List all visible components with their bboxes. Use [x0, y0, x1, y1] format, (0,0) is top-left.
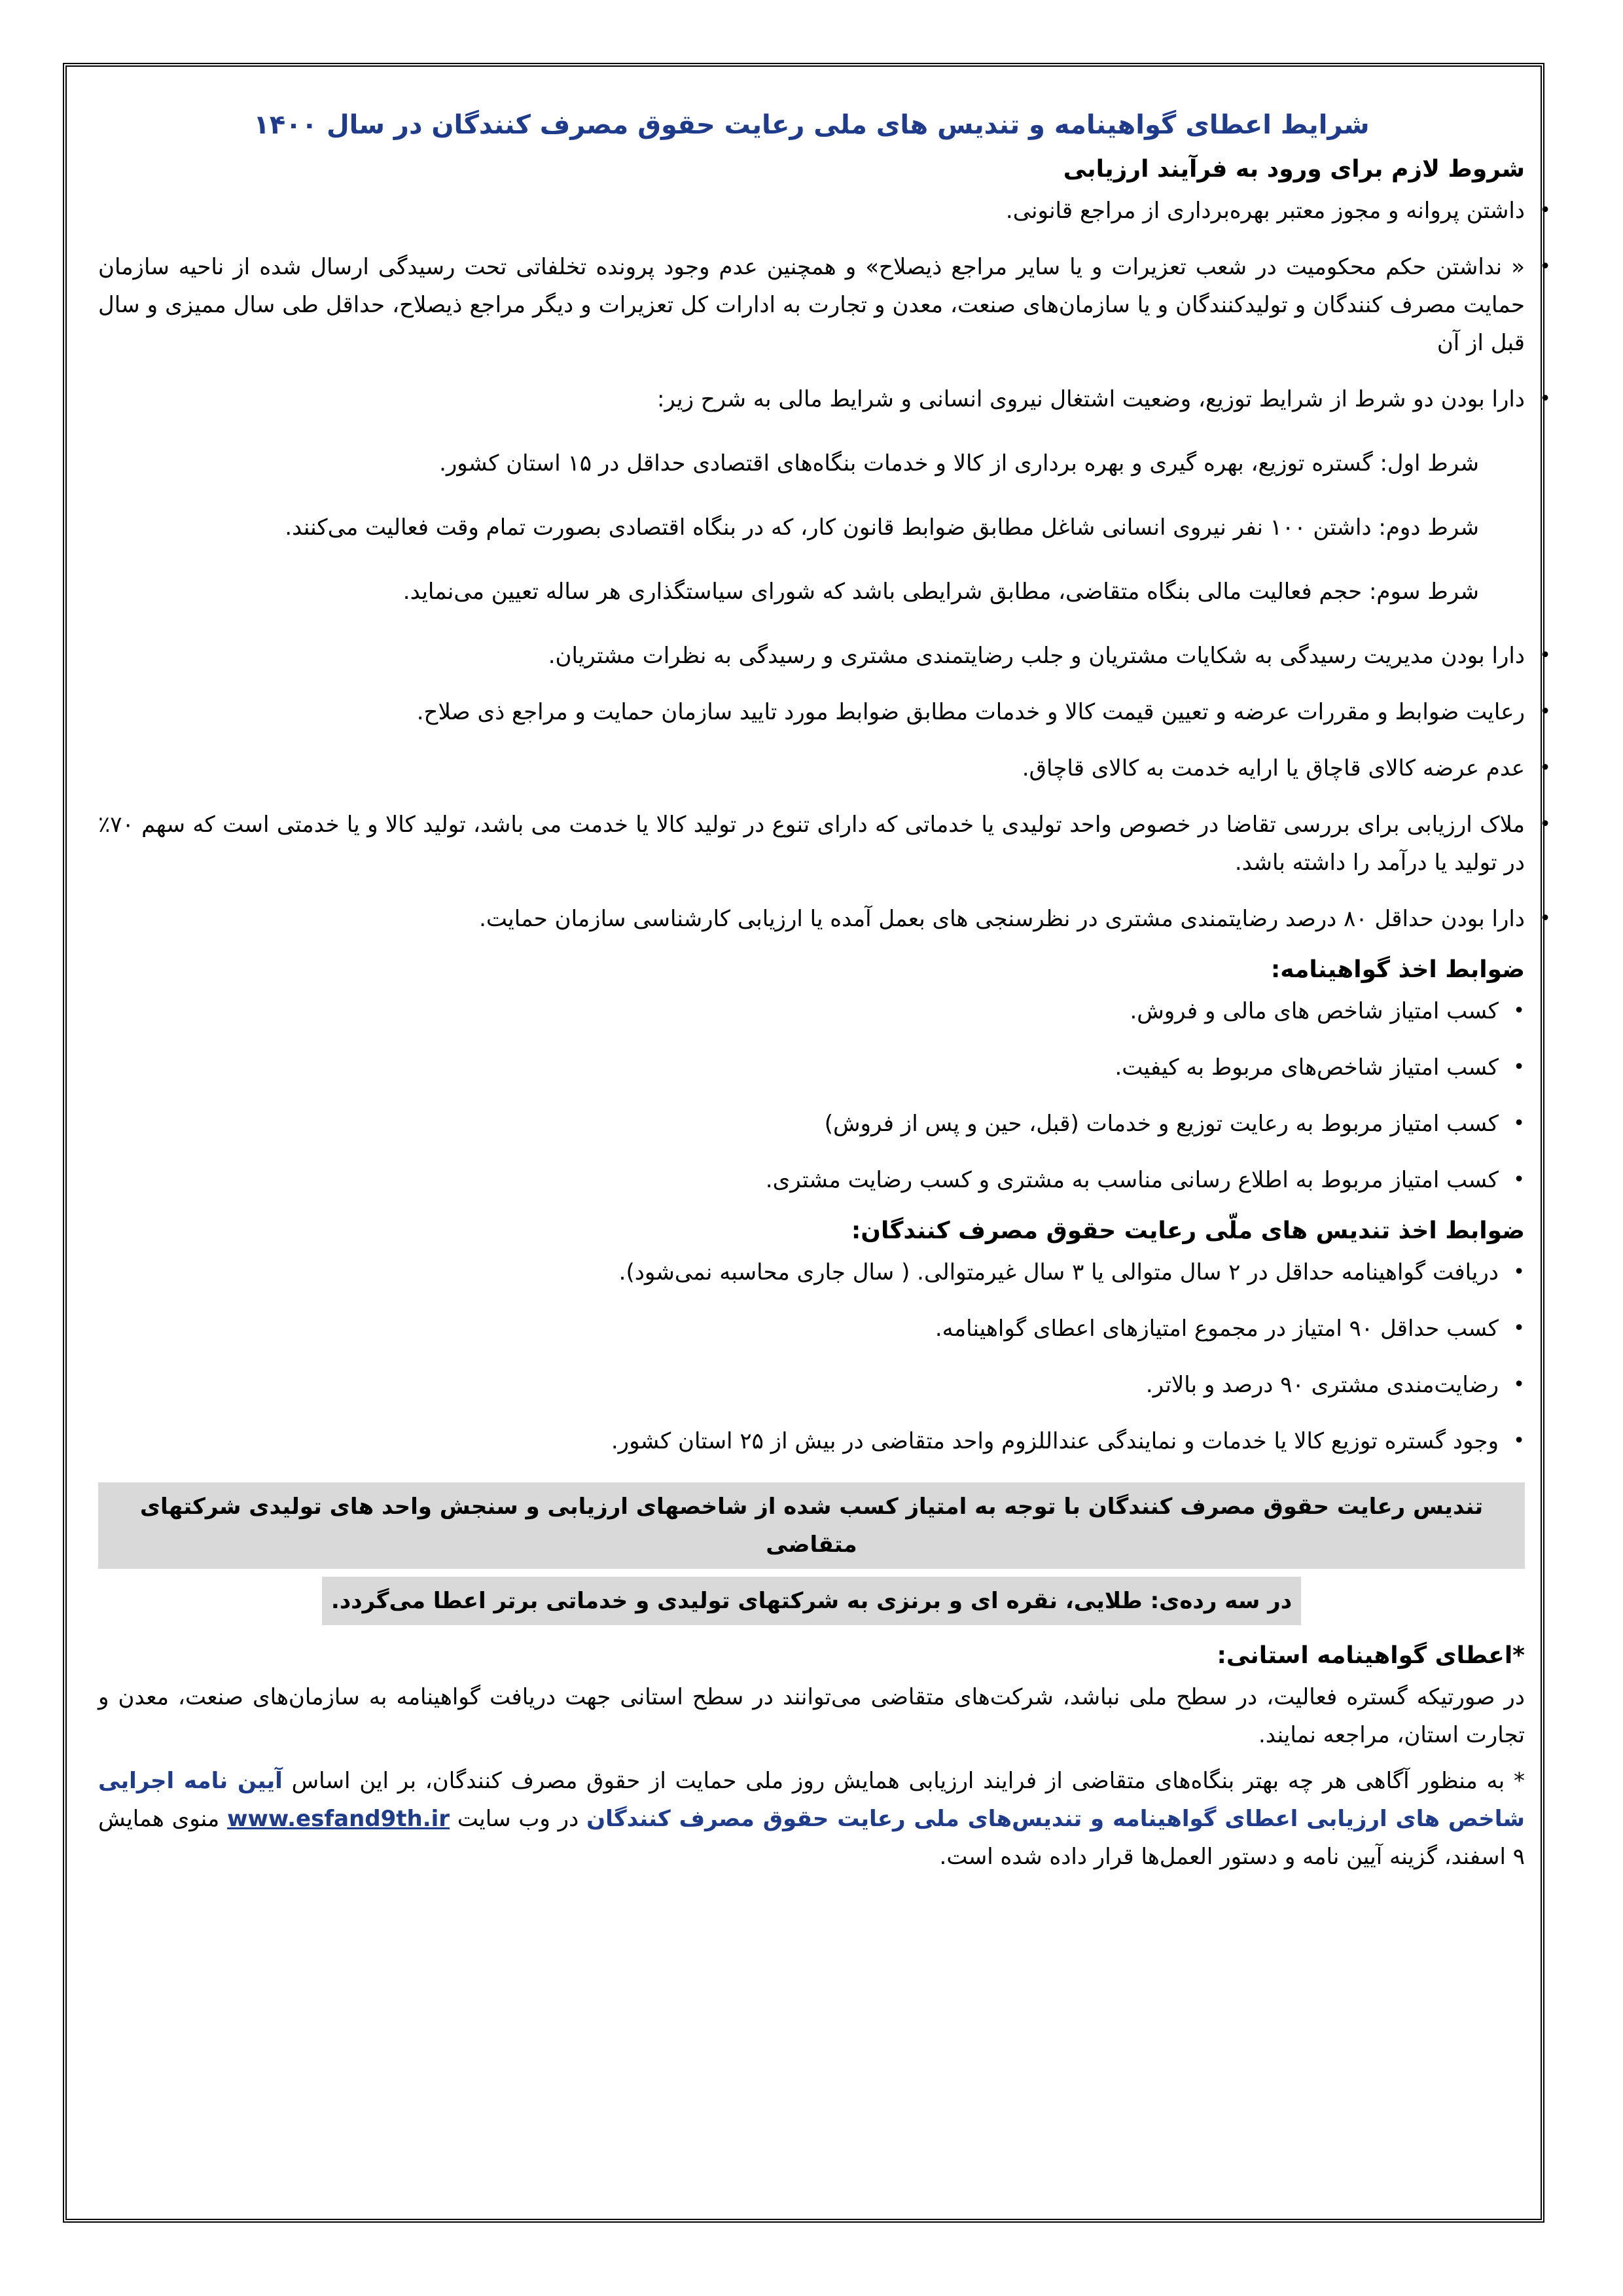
bullet-icon: •	[1513, 1317, 1525, 1340]
list-item: • داشتن پروانه و مجوز معتبر بهره‌برداری از مراجع قانونی.	[98, 192, 1525, 230]
condition-3: شرط سوم: حجم فعالیت مالی بنگاه متقاضی، مطابق شرایطی باشد که شورای سیاستگذاری هر ساله تعیین می‌نماید.	[402, 579, 1479, 605]
bullet-icon: •	[1539, 255, 1551, 278]
highlight-line-1: تندیس رعایت حقوق مصرف کنندگان با توجه به امتیاز کسب شده از شاخصهای ارزیابی و سنجش واحد های تولیدی شرکتهای متقاضی	[98, 1482, 1525, 1569]
bullet-icon: •	[1539, 387, 1551, 410]
list-item: • « نداشتن حکم محکومیت در شعب تعزیرات و یا سایر مراجع ذیصلاح» و همچنین عدم وجود پرونده تخلفاتی تحت رسیدگی ارسال شده از ناحیه سازمان حمایت مصرف کنندگان و تولیدکنندگان و یا سازمان‌های صنعت، معدن و تجارت به ادارات کل تعزیرات و دیگر مراجع ذیصلاح، حداقل طی سال ممیزی و سال قبل از آن	[98, 248, 1525, 362]
bullet-icon: •	[1513, 999, 1525, 1022]
bullet-icon: •	[1513, 1429, 1525, 1452]
list-item: • کسب امتیاز مربوط به اطلاع رسانی مناسب به مشتری و کسب رضایت مشتری.	[98, 1161, 1525, 1199]
footer-paragraph	[98, 1762, 1525, 1876]
website-link[interactable]: www.esfand9th.ir	[227, 1806, 450, 1832]
condition-2: شرط دوم: داشتن ۱۰۰ نفر نیروی انسانی شاغل مطابق ضوابط قانون کار، که در بنگاه اقتصادی بصورت تمام وقت فعالیت می‌کنند.	[285, 514, 1479, 541]
bullet-icon: •	[1539, 907, 1551, 930]
highlight-line-2: در سه رده‌ی: طلایی، نقره ای و برنزی به شرکتهای تولیدی و خدماتی برتر اعطا می‌گردد.	[322, 1577, 1301, 1625]
list-item: • کسب امتیاز شاخص های مالی و فروش.	[98, 992, 1525, 1030]
certificate-criteria-list	[98, 992, 1525, 1199]
list-item: • کسب امتیاز مربوط به رعایت توزیع و خدمات (قبل، حین و پس از فروش)	[98, 1105, 1525, 1143]
bullet-icon: •	[1539, 644, 1551, 667]
regulation-title: آیین نامه اجرایی شاخص های ارزیابی اعطای گواهینامه و تندیس‌های ملی رعایت حقوق مصرف کنندگان	[98, 1768, 1525, 1832]
bullet-icon: •	[1513, 1261, 1525, 1283]
section-heading-entry-conditions: شروط لازم برای ورود به فرآیند ارزیابی	[1063, 156, 1525, 183]
footer-text-2: در وب سایت	[457, 1806, 579, 1832]
bullet-icon: •	[1539, 199, 1551, 222]
entry-conditions-list	[98, 192, 1551, 418]
document-title: شرایط اعطای گواهینامه و تندیس های ملی رعایت حقوق مصرف کنندگان در سال ۱۴۰۰	[253, 110, 1370, 140]
list-item: • رعایت ضوابط و مقررات عرضه و تعیین قیمت کالا و خدمات مطابق ضوابط مورد تایید سازمان حمایت و مراجع ذی صلاح.	[98, 693, 1525, 731]
section-heading-statue-criteria: ضوابط اخذ تندیس های ملّی رعایت حقوق مصرف کنندگان:	[851, 1217, 1525, 1244]
bullet-icon: •	[1513, 1112, 1525, 1135]
entry-conditions-list-continued	[98, 637, 1551, 938]
list-item: • دارا بودن دو شرط از شرایط توزیع، وضعیت اشتغال نیروی انسانی و شرایط مالی به شرح زیر:	[98, 380, 1525, 418]
section-heading-provincial-certificate: *اعطای گواهینامه استانی:	[1217, 1642, 1525, 1669]
bullet-icon: •	[1513, 1168, 1525, 1191]
bullet-icon: •	[1513, 1373, 1525, 1396]
list-item: • عدم عرضه کالای قاچاق یا ارایه خدمت به کالای قاچاق.	[98, 749, 1525, 787]
section-heading-certificate-criteria: ضوابط اخذ گواهینامه:	[1270, 956, 1525, 983]
list-item: • دریافت گواهینامه حداقل در ۲ سال متوالی یا ۳ سال غیرمتوالی. ( سال جاری محاسبه نمی‌شود).	[98, 1253, 1525, 1291]
condition-1: شرط اول: گستره توزیع، بهره گیری و بهره برداری از کالا و خدمات بنگاه‌های اقتصادی حداقل در ۱۵ استان کشور.	[439, 450, 1479, 476]
highlight-block	[98, 1479, 1525, 1629]
footer-text-3: منوی همایش ۹ اسفند، گزینه آیین نامه و دستور العمل‌ها قرار داده شده است.	[98, 1806, 1525, 1870]
list-item: • دارا بودن مدیریت رسیدگی به شکایات مشتریان و جلب رضایتمندی مشتری و رسیدگی به نظرات مشتریان.	[98, 637, 1525, 675]
list-item: • رضایت‌مندی مشتری ۹۰ درصد و بالاتر.	[98, 1366, 1525, 1404]
list-item: • کسب حداقل ۹۰ امتیاز در مجموع امتیازهای اعطای گواهینامه.	[98, 1310, 1525, 1348]
bullet-icon: •	[1539, 757, 1551, 780]
statue-criteria-list	[98, 1253, 1525, 1460]
bullet-icon: •	[1539, 813, 1551, 836]
bullet-icon: •	[1513, 1056, 1525, 1079]
list-item: • دارا بودن حداقل ۸۰ درصد رضایتمندی مشتری در نظرسنجی های بعمل آمده یا ارزیابی کارشناسی سازمان حمایت.	[98, 900, 1525, 938]
list-item: • وجود گستره توزیع کالا یا خدمات و نمایندگی عنداللزوم واحد متقاضی در بیش از ۲۵ استان کشور.	[98, 1422, 1525, 1460]
footer-text-1: * به منظور آگاهی هر چه بهتر بنگاه‌های متقاضی از فرایند ارزیابی همایش روز ملی حمایت از حقوق مصرف کنندگان، بر این اساس	[291, 1768, 1525, 1794]
list-item: • کسب امتیاز شاخص‌های مربوط به کیفیت.	[98, 1049, 1525, 1086]
list-item: • ملاک ارزیابی برای بررسی تقاضا در خصوص واحد تولیدی یا خدماتی که دارای تنوع در تولید کالا یا خدمت می باشد، تولید کالا و یا خدمتی است که سهم ۷۰٪ در تولید یا درآمد را داشته باشد.	[98, 806, 1525, 882]
provincial-paragraph: در صورتیکه گستره فعالیت، در سطح ملی نباشد، شرکت‌های متقاضی می‌توانند در سطح استانی جهت دریافت گواهینامه به سازمان‌های صنعت، معدن و تجارت استان، مراجعه نمایند.	[98, 1684, 1525, 1748]
document-page	[98, 105, 1551, 1884]
bullet-icon: •	[1539, 700, 1551, 723]
